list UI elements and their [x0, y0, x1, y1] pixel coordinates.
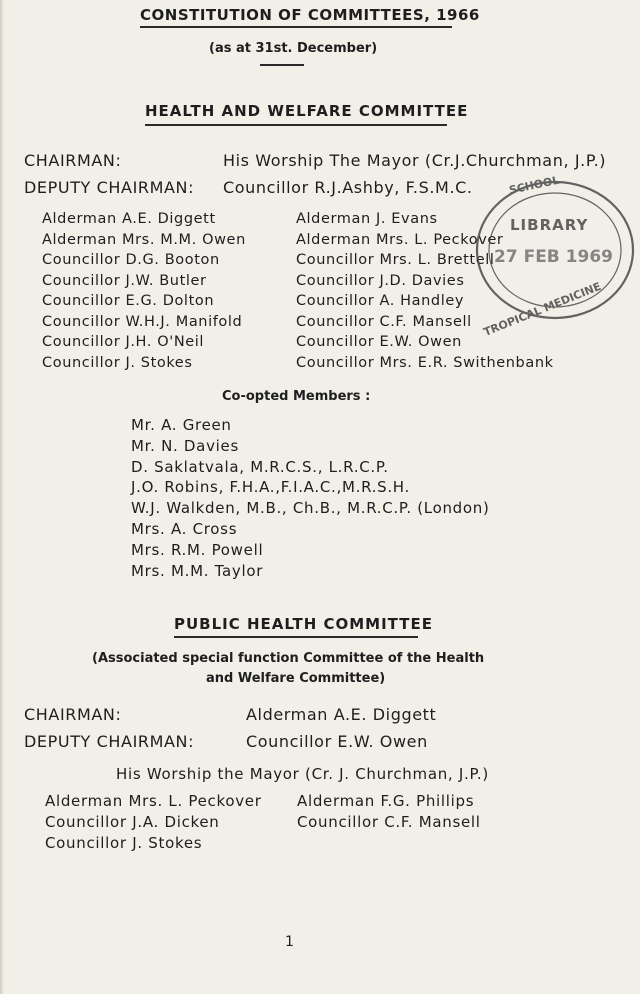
list-item: Mr. A. Green [131, 416, 232, 434]
stamp-top-text: SCHOOL [507, 173, 561, 197]
list-item: Alderman A.E. Diggett [42, 211, 216, 227]
public-health-note-line2: and Welfare Committee) [206, 671, 386, 686]
page-binding-shadow [0, 0, 4, 994]
list-item: Councillor J.A. Dicken [45, 812, 220, 831]
list-item: Councillor J.D. Davies [296, 272, 465, 289]
list-item: Councillor J. Stokes [45, 833, 203, 852]
health-welfare-heading: HEALTH AND WELFARE COMMITTEE [145, 102, 469, 120]
list-item: Councillor A. Handley [296, 293, 465, 309]
list-item: Alderman Mrs. L. Peckover [296, 231, 504, 248]
list-item: Councillor E.G. Dolton [42, 293, 215, 309]
list-item: Mr. N. Davies [131, 436, 239, 455]
list-item: Alderman Mrs. M.M. Owen [42, 231, 246, 248]
coopted-members [131, 416, 490, 582]
subtitle-rule [260, 64, 304, 66]
list-item: Councillor D.G. Booton [42, 252, 220, 268]
library-stamp [440, 168, 640, 348]
public-health-heading: PUBLIC HEALTH COMMITTEE [174, 615, 433, 633]
list-item: Councillor J. Stokes [42, 354, 193, 371]
list-item: Mrs. M.M. Taylor [131, 561, 264, 580]
list-item: Alderman J. Evans [296, 211, 438, 227]
list-item: Councillor W.H.J. Manifold [42, 313, 243, 330]
list-item: Alderman Mrs. L. Peckover [45, 792, 262, 810]
list-item: Mrs. A. Cross [131, 519, 238, 538]
list-item: Councillor C.F. Mansell [296, 313, 472, 330]
hw-chairman-value: His Worship The Mayor (Cr.J.Churchman, J.P.) [223, 151, 607, 170]
stamp-middle-text: LIBRARY [510, 216, 589, 234]
page-number: 1 [285, 934, 294, 950]
list-item: Councillor J.H. O'Neil [42, 334, 205, 350]
list-item: Councillor J.W. Butler [42, 272, 207, 289]
ph-chairman-value: Alderman A.E. Diggett [246, 705, 437, 724]
list-item: Mrs. R.M. Powell [131, 540, 264, 559]
ph-deputy-label: DEPUTY CHAIRMAN: [24, 732, 195, 751]
ph-chairman-label: CHAIRMAN: [24, 705, 122, 724]
ph-right-members [297, 792, 481, 834]
hw-deputy-value: Councillor R.J.Ashby, F.S.M.C. [223, 178, 473, 197]
list-item: Councillor Mrs. L. Brettell [296, 252, 495, 268]
public-health-underline [174, 636, 418, 638]
coopted-heading: Co-opted Members : [222, 389, 371, 404]
list-item: Alderman F.G. Phillips [297, 792, 475, 810]
document-subtitle: (as at 31st. December) [209, 41, 378, 56]
document-title: CONSTITUTION OF COMMITTEES, 1966 [140, 6, 480, 24]
list-item: J.O. Robins, F.H.A.,F.I.A.C.,M.R.S.H. [131, 478, 410, 497]
hw-chairman-label: CHAIRMAN: [24, 151, 122, 170]
hw-left-members [42, 211, 246, 375]
ph-deputy-value: Councillor E.W. Owen [246, 732, 428, 751]
stamp-date-text: 27 FEB 1969 [494, 247, 613, 267]
title-underline [140, 26, 452, 28]
list-item: Councillor Mrs. E.R. Swithenbank [296, 354, 554, 371]
ph-left-members [45, 792, 262, 854]
list-item: Councillor C.F. Mansell [297, 812, 481, 831]
hw-deputy-label: DEPUTY CHAIRMAN: [24, 178, 195, 197]
list-item: W.J. Walkden, M.B., Ch.B., M.R.C.P. (London) [131, 499, 490, 518]
stamp-bottom-text: TROPICAL MEDICINE [481, 279, 603, 339]
list-item: D. Saklatvala, M.R.C.S., L.R.C.P. [131, 457, 389, 476]
health-welfare-underline [145, 124, 447, 126]
list-item: Councillor E.W. Owen [296, 334, 462, 350]
ph-mayor-line: His Worship the Mayor (Cr. J. Churchman, J.P.) [116, 765, 489, 783]
public-health-note-line1: (Associated special function Committee of the Health [92, 651, 485, 666]
